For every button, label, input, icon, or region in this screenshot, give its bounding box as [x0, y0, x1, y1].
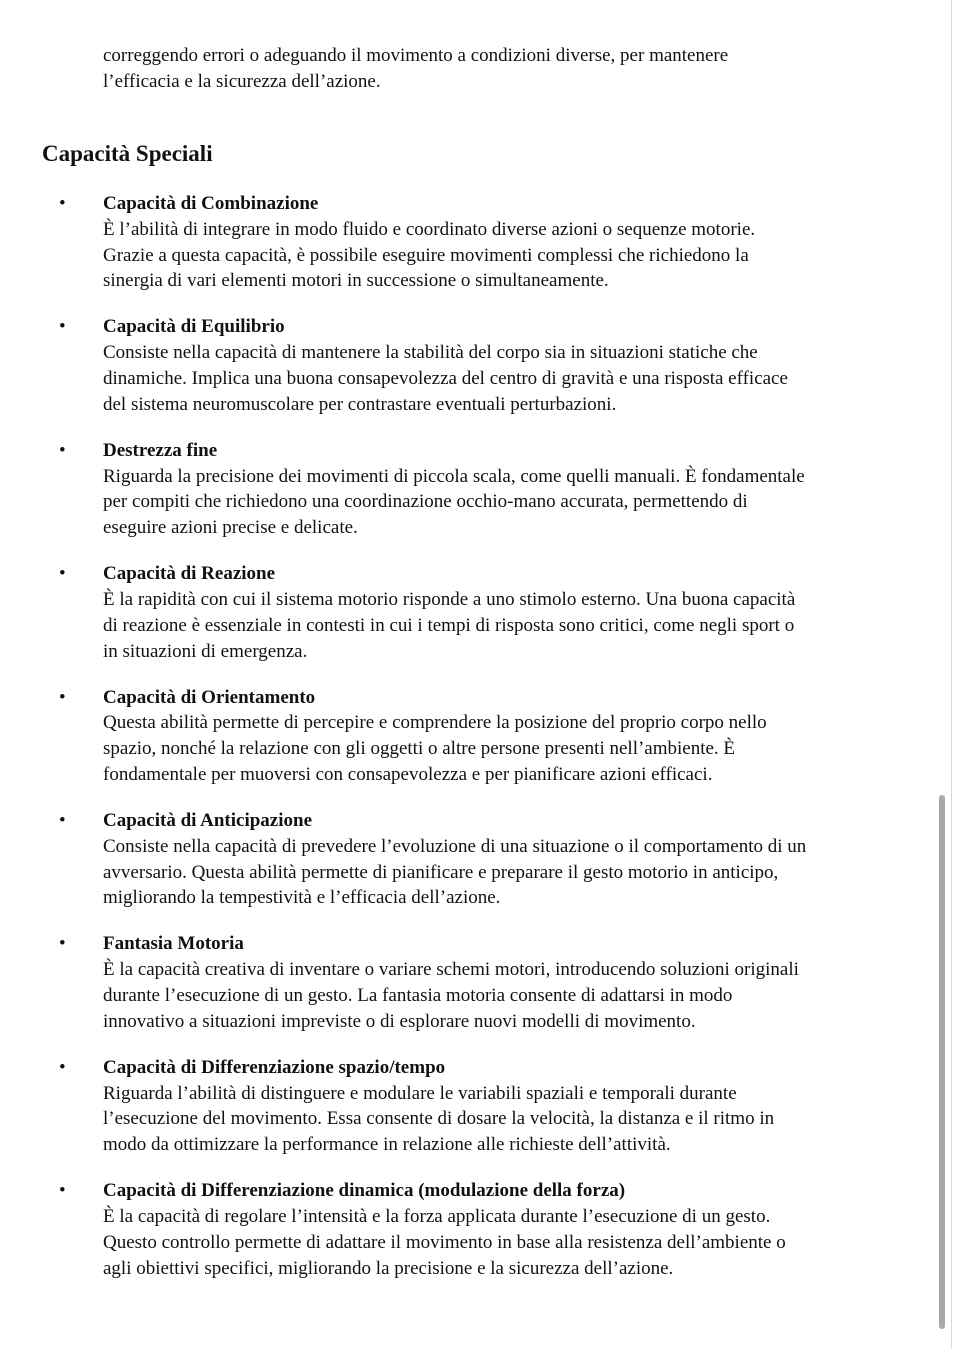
item-title: Capacità di Differenziazione spazio/tempo	[103, 1056, 446, 1078]
item-line: È la rapidità con cui il sistema motorio risponde a uno stimolo esterno. Una buona capacità	[103, 588, 796, 610]
item-line: Questo controllo permette di adattare il movimento in base alla resistenza dell’ambiente o	[103, 1231, 786, 1253]
item-line: durante l’esecuzione di un gesto. La fantasia motoria consente di adattarsi in modo	[103, 984, 733, 1006]
list-item	[0, 191, 950, 314]
item-title: Fantasia Motoria	[103, 933, 244, 955]
item-title: Destrezza fine	[103, 439, 218, 461]
list-item	[0, 1055, 950, 1178]
bullet-icon: •	[59, 439, 66, 461]
item-line: innovativo a situazioni impreviste o di esplorare nuovi modelli di movimento.	[103, 1010, 696, 1032]
item-title: Capacità di Combinazione	[103, 193, 319, 214]
intro-line: l’efficacia e la sicurezza dell’azione.	[103, 71, 381, 92]
list-item	[0, 438, 950, 561]
item-line: in situazioni di emergenza.	[103, 640, 308, 662]
bullet-icon: •	[59, 193, 66, 214]
item-line: modo da ottimizzare la performance in relazione alle richieste dell’attività.	[103, 1134, 671, 1156]
section-title: Capacità Speciali	[42, 141, 213, 166]
bullet-icon: •	[59, 686, 66, 708]
item-line: migliorando la tempestività e l’efficacia dell’azione.	[103, 887, 501, 909]
bullet-icon: •	[59, 1180, 66, 1202]
bullet-icon: •	[59, 933, 66, 955]
item-title: Capacità di Orientamento	[103, 686, 316, 708]
capabilities-list	[0, 191, 950, 1302]
intro-line: correggendo errori o adeguando il movimento a condizioni diverse, per mantenere	[103, 45, 729, 66]
item-line: del sistema neuromuscolare per contrastare eventuali perturbazioni.	[103, 393, 617, 415]
bullet-icon: •	[59, 809, 66, 831]
item-line: È la capacità creativa di inventare o variare schemi motori, introducendo soluzioni originali	[103, 959, 799, 981]
intro-paragraph	[103, 43, 883, 95]
item-line: eseguire azioni precise e delicate.	[103, 517, 358, 539]
bullet-icon: •	[59, 316, 66, 338]
page-edge-divider	[951, 0, 952, 1349]
item-title: Capacità di Anticipazione	[103, 809, 313, 831]
bullet-icon: •	[59, 1056, 66, 1078]
item-line: dinamiche. Implica una buona consapevolezza del centro di gravità e una risposta efficace	[103, 367, 788, 389]
list-item	[0, 1178, 950, 1301]
item-line: agli obiettivi specifici, migliorando la precisione e la sicurezza dell’azione.	[103, 1257, 674, 1279]
item-line: avversario. Questa abilità permette di pianificare e preparare il gesto motorio in anticipo,	[103, 861, 779, 883]
item-line: È l’abilità di integrare in modo fluido e coordinato diverse azioni o sequenze motorie.	[103, 218, 756, 240]
vertical-scrollbar[interactable]	[939, 795, 945, 1329]
list-item	[0, 931, 950, 1054]
item-line: Questa abilità permette di percepire e comprendere la posizione del proprio corpo nello	[103, 712, 767, 734]
item-line: È la capacità di regolare l’intensità e la forza applicata durante l’esecuzione di un gesto.	[103, 1205, 771, 1227]
list-item	[0, 808, 950, 931]
list-item	[0, 685, 950, 808]
item-line: sinergia di vari elementi motori in successione o simultaneamente.	[103, 270, 609, 292]
item-line: fondamentale per muoversi con consapevolezza e per pianificare azioni efficaci.	[103, 763, 713, 785]
item-line: Riguarda la precisione dei movimenti di piccola scala, come quelli manuali. È fondamentale	[103, 465, 805, 487]
item-line: Grazie a questa capacità, è possibile eseguire movimenti complessi che richiedono la	[103, 244, 749, 266]
bullet-icon: •	[59, 563, 66, 585]
item-title: Capacità di Reazione	[103, 563, 276, 585]
item-line: l’esecuzione del movimento. Essa consente di dosare la velocità, la distanza e il ritmo in	[103, 1108, 775, 1130]
item-line: Consiste nella capacità di mantenere la stabilità del corpo sia in situazioni statiche che	[103, 342, 758, 364]
list-item	[0, 314, 950, 437]
item-line: spazio, nonché la relazione con gli oggetti o altre persone presenti nell’ambiente. È	[103, 738, 736, 760]
item-title: Capacità di Differenziazione dinamica (modulazione della forza)	[103, 1180, 626, 1202]
item-title: Capacità di Equilibrio	[103, 316, 285, 338]
item-line: per compiti che richiedono una coordinazione occhio-mano accurata, permettendo di	[103, 491, 748, 513]
item-line: Consiste nella capacità di prevedere l’evoluzione di una situazione o il comportamento di un	[103, 835, 807, 857]
item-line: di reazione è essenziale in contesti in cui i tempi di risposta sono critici, come negli sport o	[103, 614, 795, 636]
list-item	[0, 561, 950, 684]
item-line: Riguarda l’abilità di distinguere e modulare le variabili spaziali e temporali durante	[103, 1082, 737, 1104]
